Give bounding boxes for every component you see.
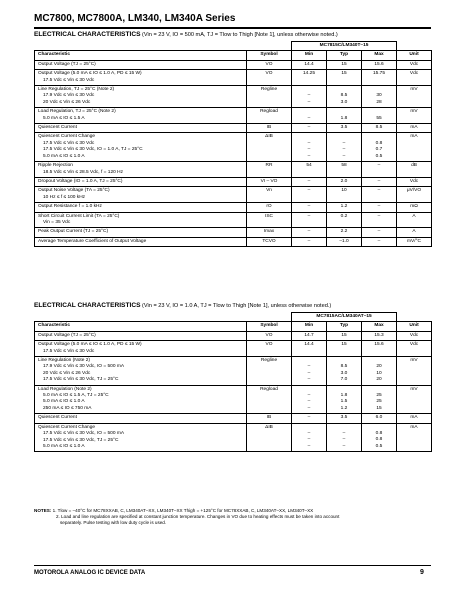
characteristic-cell	[35, 228, 247, 237]
typ-cell	[327, 357, 362, 386]
characteristic-line: 5.0 mA ≤ IO ≤ 1.0 A	[43, 399, 85, 405]
symbol-cell: VO	[247, 341, 292, 357]
characteristic-cell	[35, 212, 247, 228]
table-row	[35, 414, 432, 423]
ec1-part-blank-right	[397, 42, 432, 51]
characteristic-line: 17.5 Vdc ≤ Vin ≤ 30 Vdc	[43, 77, 95, 83]
min-value: –	[307, 204, 311, 210]
typ-cell	[327, 385, 362, 414]
characteristic-line: 17.5 Vdc ≤ Vin ≤ 30 Vdc, TJ = 25°C	[43, 377, 119, 383]
typ-value: 1.8	[340, 115, 348, 121]
min-cell	[292, 60, 327, 69]
symbol-cell: Regline	[247, 86, 292, 108]
characteristic-line: 5.0 mA ≤ IO ≤ 1.5 A, TJ = 25°C	[43, 393, 109, 399]
typ-value: 3.5	[340, 125, 348, 131]
min-cell	[292, 187, 327, 203]
table-row	[35, 357, 432, 386]
min-cell	[292, 228, 327, 237]
characteristic-cell	[35, 385, 247, 414]
unit-cell: dB	[397, 162, 432, 178]
max-value: –	[377, 213, 381, 219]
footer-rule	[34, 565, 431, 566]
table-row	[35, 70, 432, 86]
max-value: 0.5	[375, 443, 383, 449]
typ-value: 7.0	[340, 377, 348, 383]
symbol-cell: Regline	[247, 357, 292, 386]
max-value: 25	[376, 399, 382, 405]
typ-cell	[327, 70, 362, 86]
max-value: –	[377, 188, 381, 194]
table-row	[35, 423, 432, 452]
unit-cell: mV	[397, 357, 432, 386]
typ-value: 15	[341, 61, 347, 67]
characteristic-cell	[35, 70, 247, 86]
typ-cell	[327, 228, 362, 237]
characteristic-cell	[35, 162, 247, 178]
max-cell	[362, 331, 397, 340]
ec1-header-min: Min	[292, 51, 327, 60]
max-value: 0.8	[375, 140, 383, 146]
max-value: –	[377, 178, 381, 184]
min-cell	[292, 124, 327, 133]
table-row	[35, 203, 432, 212]
max-cell	[362, 414, 397, 423]
min-value: 14.7	[304, 332, 314, 338]
typ-value: 2.0	[340, 178, 348, 184]
typ-cell	[327, 414, 362, 423]
min-cell	[292, 385, 327, 414]
max-value: 55	[376, 115, 382, 121]
characteristic-line: Quiescent Current	[38, 125, 77, 131]
ec2-header-characteristic: Characteristic	[35, 322, 247, 331]
symbol-cell: Vn	[247, 187, 292, 203]
unit-cell: A	[397, 228, 432, 237]
max-cell	[362, 357, 397, 386]
max-value: –	[377, 229, 381, 235]
min-value: 14.4	[304, 61, 314, 67]
max-cell	[362, 212, 397, 228]
ec1-title-bold: ELECTRICAL CHARACTERISTICS	[34, 31, 141, 38]
ec1-header-typ: Typ	[327, 51, 362, 60]
max-cell	[362, 341, 397, 357]
table-row	[35, 331, 432, 340]
min-value: –	[307, 153, 311, 159]
typ-value: 8.5	[340, 364, 348, 370]
min-value: –	[307, 115, 311, 121]
footer-text: MOTOROLA ANALOG IC DEVICE DATA	[34, 570, 146, 576]
table-row	[35, 162, 432, 178]
max-cell	[362, 162, 397, 178]
min-cell	[292, 133, 327, 162]
table-row	[35, 177, 432, 186]
typ-cell	[327, 187, 362, 203]
min-value: –	[307, 188, 311, 194]
typ-value: 1.2	[340, 405, 348, 411]
characteristic-line: Output Voltage (5.0 mA ≤ IO ≤ 1.0 A, PD ≤ 15 W)	[38, 71, 142, 77]
ec2-header-symbol: Symbol	[247, 322, 292, 331]
min-value: –	[307, 364, 311, 370]
min-value: 54	[306, 163, 312, 169]
min-value: –	[307, 213, 311, 219]
unit-cell: mΩ	[397, 203, 432, 212]
unit-cell: mV	[397, 86, 432, 108]
table-row	[35, 385, 432, 414]
characteristic-line: Quiescent Current Change	[38, 134, 96, 140]
min-value: –	[307, 431, 311, 437]
max-cell	[362, 423, 397, 452]
symbol-cell: TCVO	[247, 237, 292, 246]
characteristic-line: 17.5 Vdc ≤ Vin ≤ 30 Vdc	[43, 140, 95, 146]
min-value: –	[307, 443, 311, 449]
ec1-table	[34, 41, 432, 247]
min-value: 14.4	[304, 342, 314, 348]
max-cell	[362, 203, 397, 212]
ec1-header-max: Max	[362, 51, 397, 60]
ec2-header-unit: Unit	[397, 322, 432, 331]
typ-value: 8.5	[340, 93, 348, 99]
symbol-cell: ΔIB	[247, 133, 292, 162]
characteristic-line: 17.9 Vdc ≤ Vin ≤ 30 Vdc	[43, 93, 95, 99]
ec2-header-min: Min	[292, 322, 327, 331]
ec2-header-max: Max	[362, 322, 397, 331]
ec2-title	[34, 302, 331, 309]
page-number: 9	[420, 569, 424, 576]
page-title: MC7800, MC7800A, LM340, LM340A Series	[34, 13, 236, 24]
typ-cell	[327, 237, 362, 246]
min-cell	[292, 86, 327, 108]
symbol-cell: ISC	[247, 212, 292, 228]
typ-value: –	[342, 140, 346, 146]
table-row	[35, 187, 432, 203]
unit-cell: Vdc	[397, 341, 432, 357]
max-cell	[362, 187, 397, 203]
max-cell	[362, 385, 397, 414]
typ-cell	[327, 203, 362, 212]
min-value: –	[307, 178, 311, 184]
symbol-cell: IB	[247, 124, 292, 133]
characteristic-line: Quiescent Current	[38, 415, 77, 421]
symbol-cell: VO	[247, 331, 292, 340]
table-row	[35, 108, 432, 124]
characteristic-line: Output Voltage (TJ = 25°C)	[38, 61, 96, 67]
characteristic-line: Output Resistance f = 1.0 kHz	[38, 204, 102, 210]
max-value: 0.8	[375, 431, 383, 437]
min-value: –	[307, 399, 311, 405]
table-row	[35, 133, 432, 162]
min-cell	[292, 414, 327, 423]
max-value: 20	[376, 364, 382, 370]
characteristic-line: Output Voltage (TJ = 25°C)	[38, 332, 96, 338]
typ-cell	[327, 124, 362, 133]
characteristic-line: Output Voltage (5.0 mA ≤ IO ≤ 1.0 A, PD ≤ 15 W)	[38, 342, 142, 348]
max-value: 28	[376, 99, 382, 105]
min-cell	[292, 212, 327, 228]
typ-cell	[327, 60, 362, 69]
title-rule	[34, 27, 431, 29]
unit-cell: mA	[397, 133, 432, 162]
max-value: –	[377, 163, 381, 169]
min-value: –	[307, 140, 311, 146]
max-cell	[362, 124, 397, 133]
characteristic-cell	[35, 331, 247, 340]
ec2-title-conditions: (Vin = 23 V, IO = 1.0 A, TJ = Tlow to Thigh [Note 1], unless otherwise noted.)	[142, 303, 332, 309]
min-value: –	[307, 405, 311, 411]
min-cell	[292, 162, 327, 178]
typ-value: 15	[341, 71, 347, 77]
table-row	[35, 124, 432, 133]
characteristic-line: Line Regulation, TJ = 25°C (Note 2)	[38, 87, 115, 93]
characteristic-line: Short Circuit Current Limit (TA = 25°C)	[38, 213, 120, 219]
symbol-cell: Imax	[247, 228, 292, 237]
characteristic-line: Peak Output Current (TJ = 25°C)	[38, 229, 109, 235]
typ-cell	[327, 133, 362, 162]
max-cell	[362, 70, 397, 86]
characteristic-line: Output Noise Voltage (TA = 25°C)	[38, 188, 110, 194]
max-value: 20	[376, 377, 382, 383]
typ-value: 1.2	[340, 204, 348, 210]
max-value: 15.6	[374, 61, 384, 67]
min-value: –	[307, 377, 311, 383]
unit-cell: mA	[397, 414, 432, 423]
symbol-cell: VO	[247, 70, 292, 86]
unit-cell: mV/°C	[397, 237, 432, 246]
ec2-header-typ: Typ	[327, 322, 362, 331]
unit-cell: A	[397, 212, 432, 228]
max-value: 15	[376, 405, 382, 411]
characteristic-cell	[35, 341, 247, 357]
note-2: 2. Load and line regulation are specified at constant junction temperature. Changes in VO due to heating effects must be taken into account	[56, 514, 340, 519]
min-cell	[292, 423, 327, 452]
max-cell	[362, 108, 397, 124]
typ-value: 3.0	[340, 370, 348, 376]
max-value: –	[377, 204, 381, 210]
max-value: 6.0	[375, 415, 383, 421]
max-cell	[362, 60, 397, 69]
min-value: –	[307, 370, 311, 376]
typ-value: 10	[341, 188, 347, 194]
characteristic-line: 17.5 Vdc ≤ Vin ≤ 30 Vdc	[43, 348, 95, 354]
ec2-part-number: MC7815AC/LM340AT–15	[292, 313, 397, 322]
max-cell	[362, 228, 397, 237]
characteristic-cell	[35, 177, 247, 186]
max-value: 10	[376, 370, 382, 376]
characteristic-line: Quiescent Current Change	[38, 424, 96, 430]
max-value: 25	[376, 393, 382, 399]
min-cell	[292, 331, 327, 340]
typ-value: 58	[341, 163, 347, 169]
max-value: 30	[376, 93, 382, 99]
typ-value: –	[342, 153, 346, 159]
characteristic-line: 17.9 Vdc ≤ Vin ≤ 30 Vdc, IO = 500 mA	[43, 364, 125, 370]
table-row	[35, 341, 432, 357]
min-cell	[292, 203, 327, 212]
characteristic-cell	[35, 108, 247, 124]
symbol-cell: ΔIB	[247, 423, 292, 452]
characteristic-cell	[35, 423, 247, 452]
max-cell	[362, 177, 397, 186]
ec1-header-characteristic: Characteristic	[35, 51, 247, 60]
table-row	[35, 212, 432, 228]
min-cell	[292, 177, 327, 186]
characteristic-line: 5.0 mA ≤ IO ≤ 1.5 A	[43, 115, 85, 121]
typ-cell	[327, 423, 362, 452]
max-value: 0.7	[375, 147, 383, 153]
unit-cell: Vdc	[397, 70, 432, 86]
typ-value: 3.0	[340, 99, 348, 105]
characteristic-line: 20 Vdc ≤ Vin ≤ 26 Vdc	[43, 99, 91, 105]
ec2-table	[34, 312, 432, 452]
max-cell	[362, 133, 397, 162]
max-value: 8.5	[375, 125, 383, 131]
ec2-title-bold: ELECTRICAL CHARACTERISTICS	[34, 302, 141, 309]
symbol-cell: Regload	[247, 385, 292, 414]
min-cell	[292, 237, 327, 246]
typ-value: –1.0	[339, 238, 349, 244]
characteristic-line: 18.5 Vdc ≤ Vin ≤ 28.5 Vdc, f = 120 Hz	[43, 169, 123, 175]
min-value: –	[307, 415, 311, 421]
table-row	[35, 86, 432, 108]
ec1-part-blank	[35, 42, 292, 51]
ec1-title	[34, 31, 338, 38]
min-cell	[292, 357, 327, 386]
typ-cell	[327, 162, 362, 178]
typ-value: 15	[341, 332, 347, 338]
characteristic-cell	[35, 60, 247, 69]
typ-value: 0.2	[340, 213, 348, 219]
typ-cell	[327, 212, 362, 228]
unit-cell: mA	[397, 423, 432, 452]
characteristic-cell	[35, 237, 247, 246]
notes-label: NOTES:	[34, 508, 52, 513]
characteristic-cell	[35, 133, 247, 162]
ec1-part-number: MC7815C/LM340T–15	[292, 42, 397, 51]
typ-cell	[327, 341, 362, 357]
max-value: 15.6	[374, 342, 384, 348]
characteristic-line: Load Regulation (Note 2)	[38, 386, 92, 392]
characteristic-cell	[35, 203, 247, 212]
max-cell	[362, 86, 397, 108]
characteristic-line: 17.5 Vdc ≤ Vin ≤ 30 Vdc, IO = 500 mA	[43, 431, 125, 437]
min-value: –	[307, 238, 311, 244]
characteristic-cell	[35, 187, 247, 203]
unit-cell: mV	[397, 108, 432, 124]
table-row	[35, 237, 432, 246]
characteristic-line: 250 mA ≤ IO ≤ 750 mA	[43, 405, 92, 411]
symbol-cell: RR	[247, 162, 292, 178]
typ-cell	[327, 177, 362, 186]
symbol-cell: VI – VO	[247, 177, 292, 186]
max-value: 0.8	[375, 437, 383, 443]
min-value: –	[307, 147, 311, 153]
max-value: 15.75	[373, 71, 386, 77]
characteristic-line: Line Regulation (Note 2)	[38, 358, 90, 364]
characteristic-line: Ripple Rejection	[38, 163, 73, 169]
characteristic-line: Average Temperature Coefficient of Output Voltage	[38, 238, 147, 244]
min-value: –	[307, 229, 311, 235]
min-value: –	[307, 437, 311, 443]
min-value: –	[307, 393, 311, 399]
typ-cell	[327, 86, 362, 108]
typ-cell	[327, 331, 362, 340]
ec1-title-conditions: (Vin = 23 V, IO = 500 mA, TJ = Tlow to Thigh [Note 1], unless otherwise noted.)	[142, 32, 338, 38]
symbol-cell: rO	[247, 203, 292, 212]
characteristic-cell	[35, 414, 247, 423]
ec1-header-unit: Unit	[397, 51, 432, 60]
min-value: –	[307, 99, 311, 105]
characteristic-line: Vin = 35 Vdc	[43, 219, 71, 225]
max-value: 0.5	[375, 153, 383, 159]
table-row	[35, 228, 432, 237]
min-cell	[292, 70, 327, 86]
unit-cell: Vdc	[397, 177, 432, 186]
min-cell	[292, 341, 327, 357]
characteristic-line: 5.0 mA ≤ IO ≤ 1.0 A	[43, 153, 85, 159]
unit-cell: mA	[397, 124, 432, 133]
typ-value: –	[342, 147, 346, 153]
min-value: –	[307, 93, 311, 99]
typ-value: –	[342, 431, 346, 437]
typ-cell	[327, 108, 362, 124]
typ-value: 1.5	[340, 399, 348, 405]
unit-cell: Vdc	[397, 60, 432, 69]
notes	[34, 508, 431, 526]
characteristic-cell	[35, 357, 247, 386]
typ-value: 1.8	[340, 393, 348, 399]
table-row	[35, 60, 432, 69]
note-2-cont: separately. Pulse testing with low duty cycle is used.	[60, 520, 167, 525]
typ-value: –	[342, 437, 346, 443]
ec1-header-symbol: Symbol	[247, 51, 292, 60]
characteristic-cell	[35, 124, 247, 133]
typ-value: –	[342, 443, 346, 449]
typ-value: 15	[341, 342, 347, 348]
ec2-part-blank	[35, 313, 292, 322]
unit-cell: Vdc	[397, 331, 432, 340]
characteristic-line: Dropout Voltage (IO = 1.0 A, TJ = 25°C)	[38, 178, 123, 184]
symbol-cell: IB	[247, 414, 292, 423]
note-1: 1. Tlow = –40°C for MC78XXAB, C, LM340AT–XX, LM340T–XX Thigh = +125°C for MC78XXAB, C, LM340AT–XX, LM340T–XX	[52, 508, 314, 513]
characteristic-cell	[35, 86, 247, 108]
min-cell	[292, 108, 327, 124]
typ-value: 3.5	[340, 415, 348, 421]
unit-cell: μV/VO	[397, 187, 432, 203]
unit-cell: mV	[397, 385, 432, 414]
characteristic-line: 5.0 mA ≤ IO ≤ 1.0 A	[43, 443, 85, 449]
min-value: –	[307, 125, 311, 131]
characteristic-line: 10 Hz ≤ f ≤ 100 kHz	[43, 194, 86, 200]
characteristic-line: 20 Vdc ≤ Vin ≤ 26 Vdc	[43, 370, 91, 376]
typ-value: 2.2	[340, 229, 348, 235]
characteristic-line: 17.5 Vdc ≤ Vin ≤ 30 Vdc, IO = 1.0 A, TJ = 25°C	[43, 147, 143, 153]
max-value: –	[377, 238, 381, 244]
symbol-cell: Regload	[247, 108, 292, 124]
min-value: 14.25	[302, 71, 315, 77]
characteristic-line: 17.5 Vdc ≤ Vin ≤ 30 Vdc, TJ = 25°C	[43, 437, 119, 443]
max-value: 15.3	[374, 332, 384, 338]
symbol-cell: VO	[247, 60, 292, 69]
characteristic-line: Load Regulation, TJ = 25°C (Note 2)	[38, 109, 116, 115]
ec2-part-blank-right	[397, 313, 432, 322]
max-cell	[362, 237, 397, 246]
